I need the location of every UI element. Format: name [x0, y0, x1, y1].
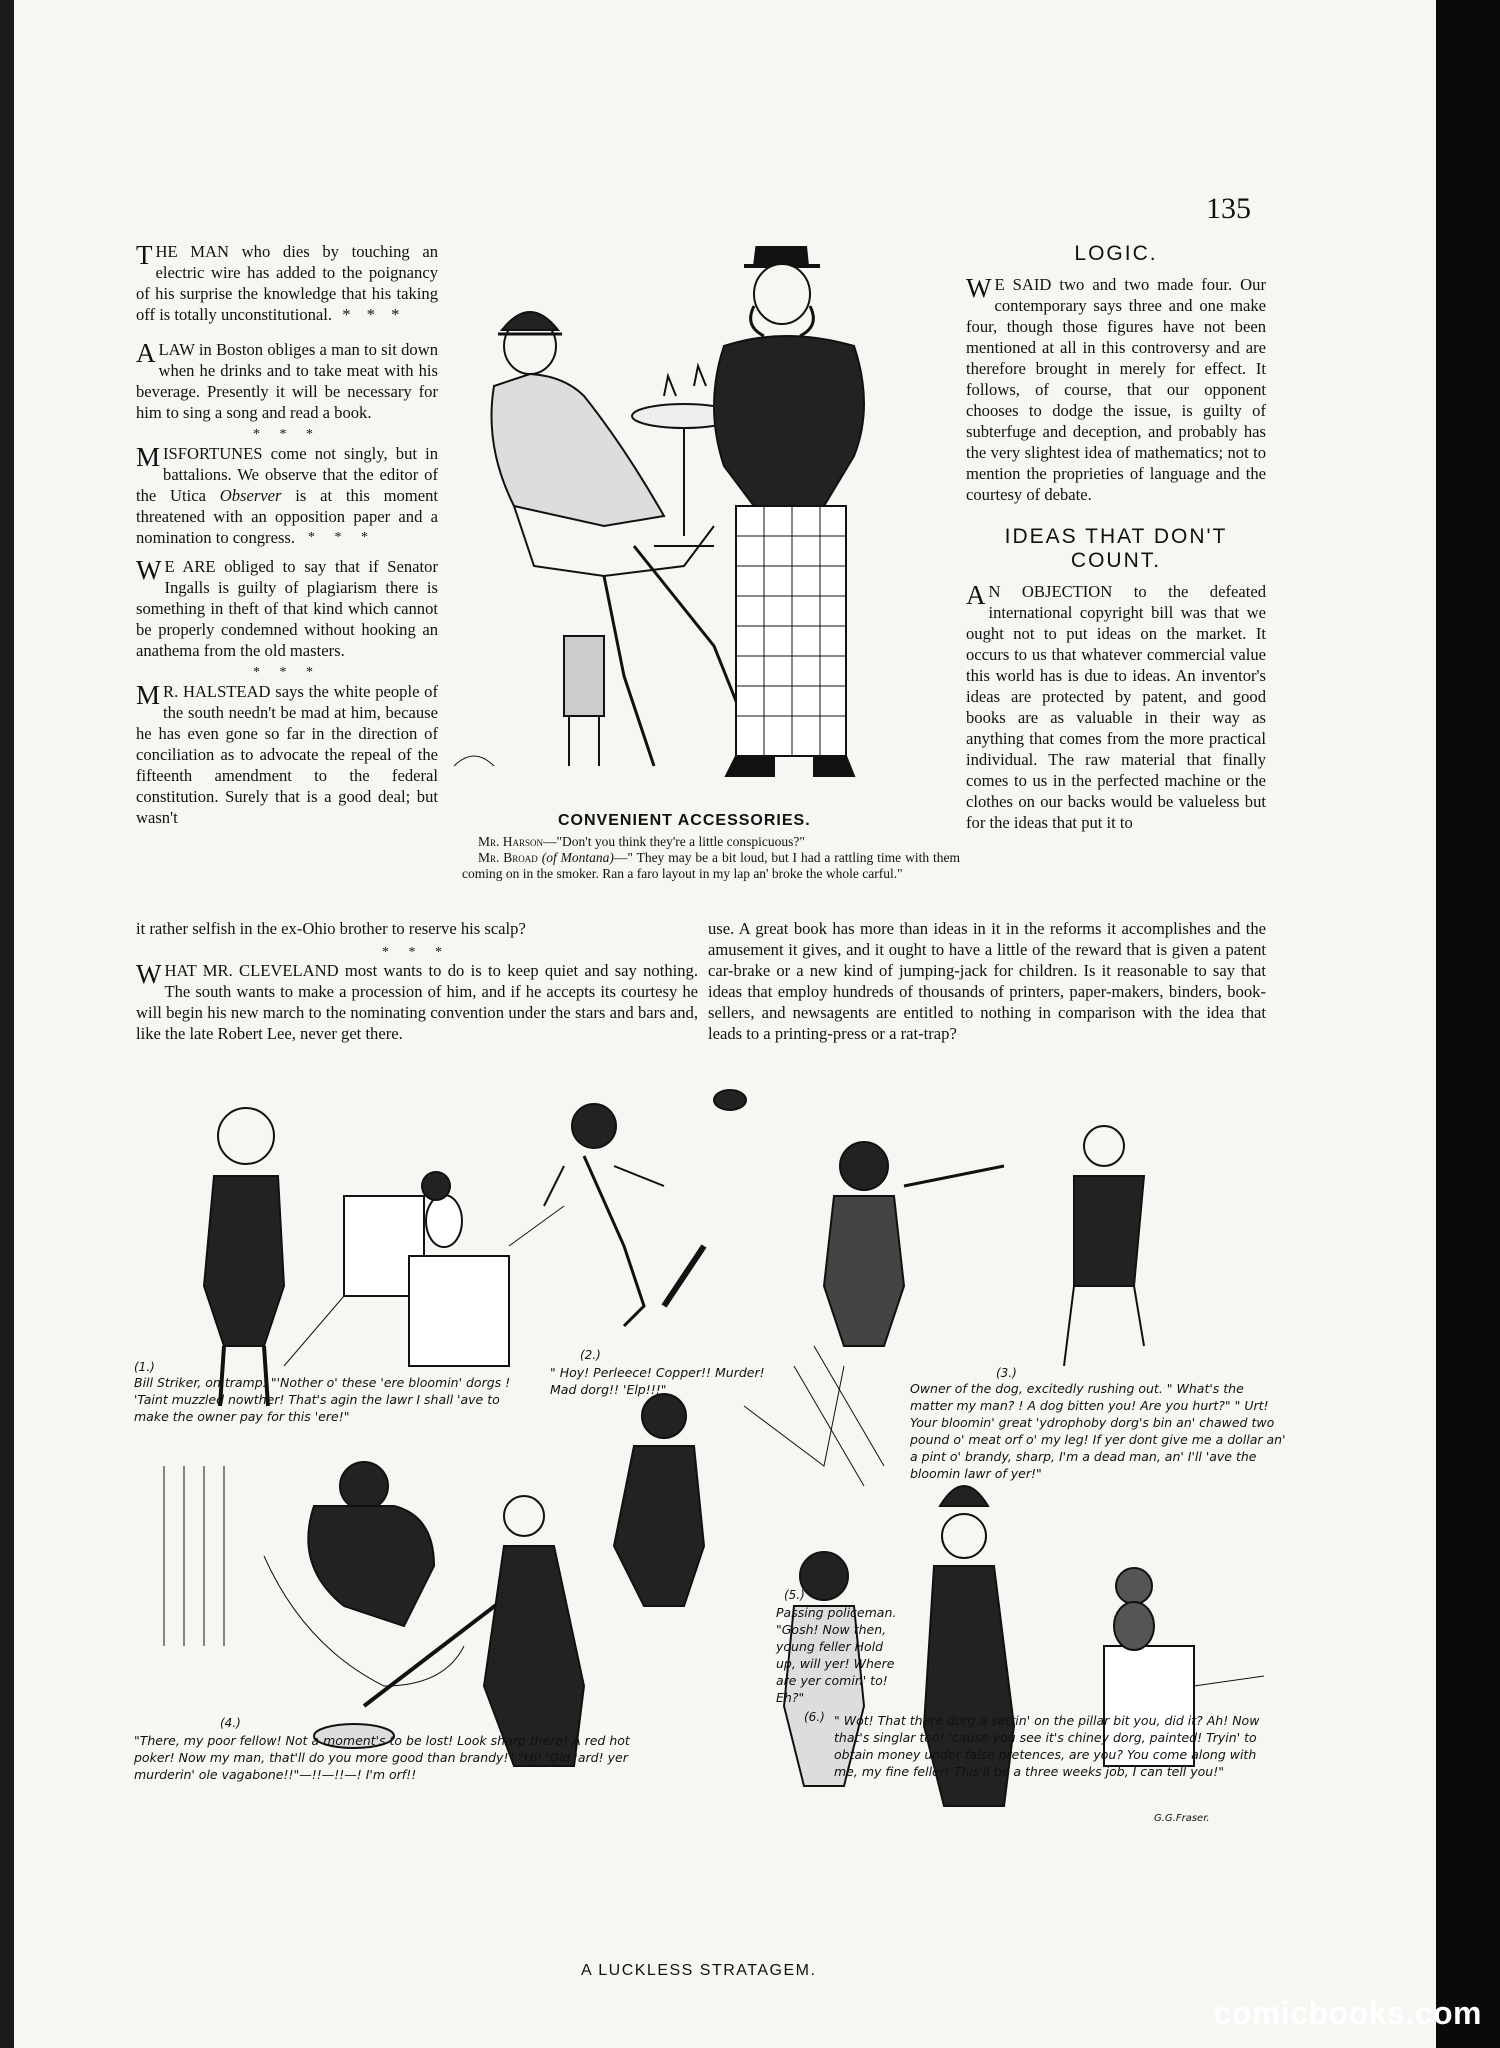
paragraph-ideas-continued: use. A great book has more than ideas in it in the reforms it accomplishes and the amusement it gives, and it ought to have a little of the reward that is given a patent car-brake or a new kind of jumping-jack for children. Is it reasonable to say that ideas that employ hundreds of thousands of printers, paper-makers, binders, book-sellers, and newsagents are entitled to nothing in comparison with the idea that leads to a printing-press or a rat-trap?	[708, 919, 1266, 1043]
paragraph-ideas: A N OBJECTION to the defeated international copyright bill was that we ought not to put ideas on the market. It occurs to us that whatever commercial value this world has is due to ideas. An inventor's ideas are protected by patent, and good books are as valuable in their way as anything that comes from the more practical individual. The raw material that finally comes to us in the perfected machine or the clothes on our backs would be valueless but for the ideas that put it to	[966, 580, 1266, 832]
panel-number: (4.)	[220, 1716, 241, 1730]
paragraph-ingalls: W E ARE obliged to say that if Senator Ingalls is guilty of plagiarism there is something in theft of that kind which cannot be properly condemned without hooking an anathema from the old masters.	[136, 555, 438, 660]
panel-number: (3.)	[996, 1366, 1017, 1380]
panel-number: (1.)	[134, 1360, 155, 1374]
panel-2-caption: " Hoy! Perleece! Copper!! Murder! Mad dorg!! 'Elp!!!"	[550, 1365, 765, 1397]
panel-6-caption: " Wot! That there dorg a settin' on the pillar bit you, did it? Ah! Now that's singlar too! 'cause you see it's chiney dorg, painted! Tryin' to obtain money under false pretences, are you? You come along with me, my fine feller! This'll be a three weeks job, I can tell you!"	[834, 1713, 1260, 1779]
illustration-title: CONVENIENT ACCESSORIES.	[558, 812, 811, 829]
illustration-caption: Mr. Harson—"Don't you think they're a little conspicuous?" Mr. Broad (of Montana)—" They may be a bit loud, but I had a rattling time with them coming on in the smoker. Ran a faro layout in my lap an' broke the whole carful."	[462, 834, 960, 881]
paragraph-misfortunes: MISFORTUNES come not singly, but in battalions. We observe that the editor of the Utica Observer is at this moment threatened with an opposition paper and a nomination to congress.	[136, 442, 438, 547]
paragraph-cleveland: WHAT MR. CLEVELAND most wants to do is to keep quiet and say nothing. The south wants to make a procession of him, and if he accepts its courtesy he will begin his new march to the nominating convention under the stars and bars and, like the late Robert Lee, never get there.	[136, 959, 698, 1043]
heading-ideas: IDEAS THAT DON'T COUNT.	[1004, 525, 1228, 572]
panel-4-caption: "There, my poor fellow! Not a moment's to be lost! Look sharp there! A red hot poker! Now my man, that'll do you more good than brandy!" "Hi! 'Old 'ard! yer murderin' ole vagabone!!"—!!—!!—! I'm orf!!	[134, 1733, 630, 1782]
scan-edge	[1436, 0, 1500, 2048]
paragraph-boston-law: A LAW in Boston obliges a man to sit down when he drinks and to take meat with his beverage. Presently it will be necessary for him to sing a song and read a book.	[136, 338, 438, 422]
magazine-page	[14, 0, 1436, 2048]
watermark-logo: comicbooks.com	[1213, 1995, 1482, 2031]
section-stars: * * *	[253, 665, 321, 680]
section-stars: * * *	[308, 530, 376, 545]
heading-logic: LOGIC.	[1074, 242, 1158, 265]
page-number: 135	[1206, 192, 1251, 225]
artist-signature: G.G.Fraser.	[1154, 1813, 1210, 1824]
convenient-accessories-illustration	[454, 246, 954, 802]
section-stars: * * *	[253, 427, 321, 442]
paragraph-logic: W E SAID two and two made four. Our contemporary says three and one make four, though those figures have not been mentioned at all in this controversy and are therefore brought in merely for effect. It follows, of course, that our opponent chooses to dodge the issue, is guilty of subterfuge and deception, and probably has the very slightest idea of mathematics; not to mention the proprieties of language and the courtesy of debate.	[966, 273, 1266, 504]
right-column	[966, 238, 1266, 837]
halstead-paragraph-end: it rather selfish in the ex-Ohio brother to reserve his scalp?	[136, 919, 526, 938]
panel-number: (2.)	[580, 1348, 601, 1362]
section-stars: * * *	[382, 945, 450, 960]
paragraph-electric-wire: THE MAN who dies by touching an electric wire has added to the poignancy of his surprise the knowledge that his taking off is totally unconstitutional. * * *	[136, 240, 438, 324]
panel-3-caption: Owner of the dog, excitedly rushing out. " What's the matter my man? ! A dog bitten you! Are you hurt?" " Urt! Your bloomin' great 'ydrophoby dorg's bin an' chawed two pound o' meat orf o' my leg! If yer dont give me a dollar an' a pint o' brandy, sharp, I'm a dead man, an' I'll 'ave the bloomin lawr of yer!"	[910, 1381, 1286, 1481]
left-column	[136, 241, 438, 832]
paragraph-halstead: M R. HALSTEAD says the white people of the south needn't be mad at him, because he has even gone so far in the direction of conciliation as to advocate the repeal of the fifteenth amendment to the federal constitution. Surely that is a good deal; but wasn't	[136, 680, 438, 827]
panel-1-caption: Bill Striker, on tramp: "'Nother o' these 'ere bloomin' dorgs ! 'Taint muzzled nowther! That's agin the lawr I shall 'ave to make the owner pay for this 'ere!"	[134, 1375, 511, 1424]
comic-title: A LUCKLESS STRATAGEM.	[581, 1962, 817, 1979]
panel-number: (6.)	[804, 1710, 825, 1724]
binding-spine	[0, 0, 14, 2048]
panel-number: (5.)	[784, 1588, 805, 1602]
panel-5-caption: Passing policeman. "Gosh! Now then, young feller Hold up, will yer! Where are yer comin' to! Eh?"	[776, 1605, 897, 1705]
comic-strip-artwork	[144, 1086, 1274, 1936]
